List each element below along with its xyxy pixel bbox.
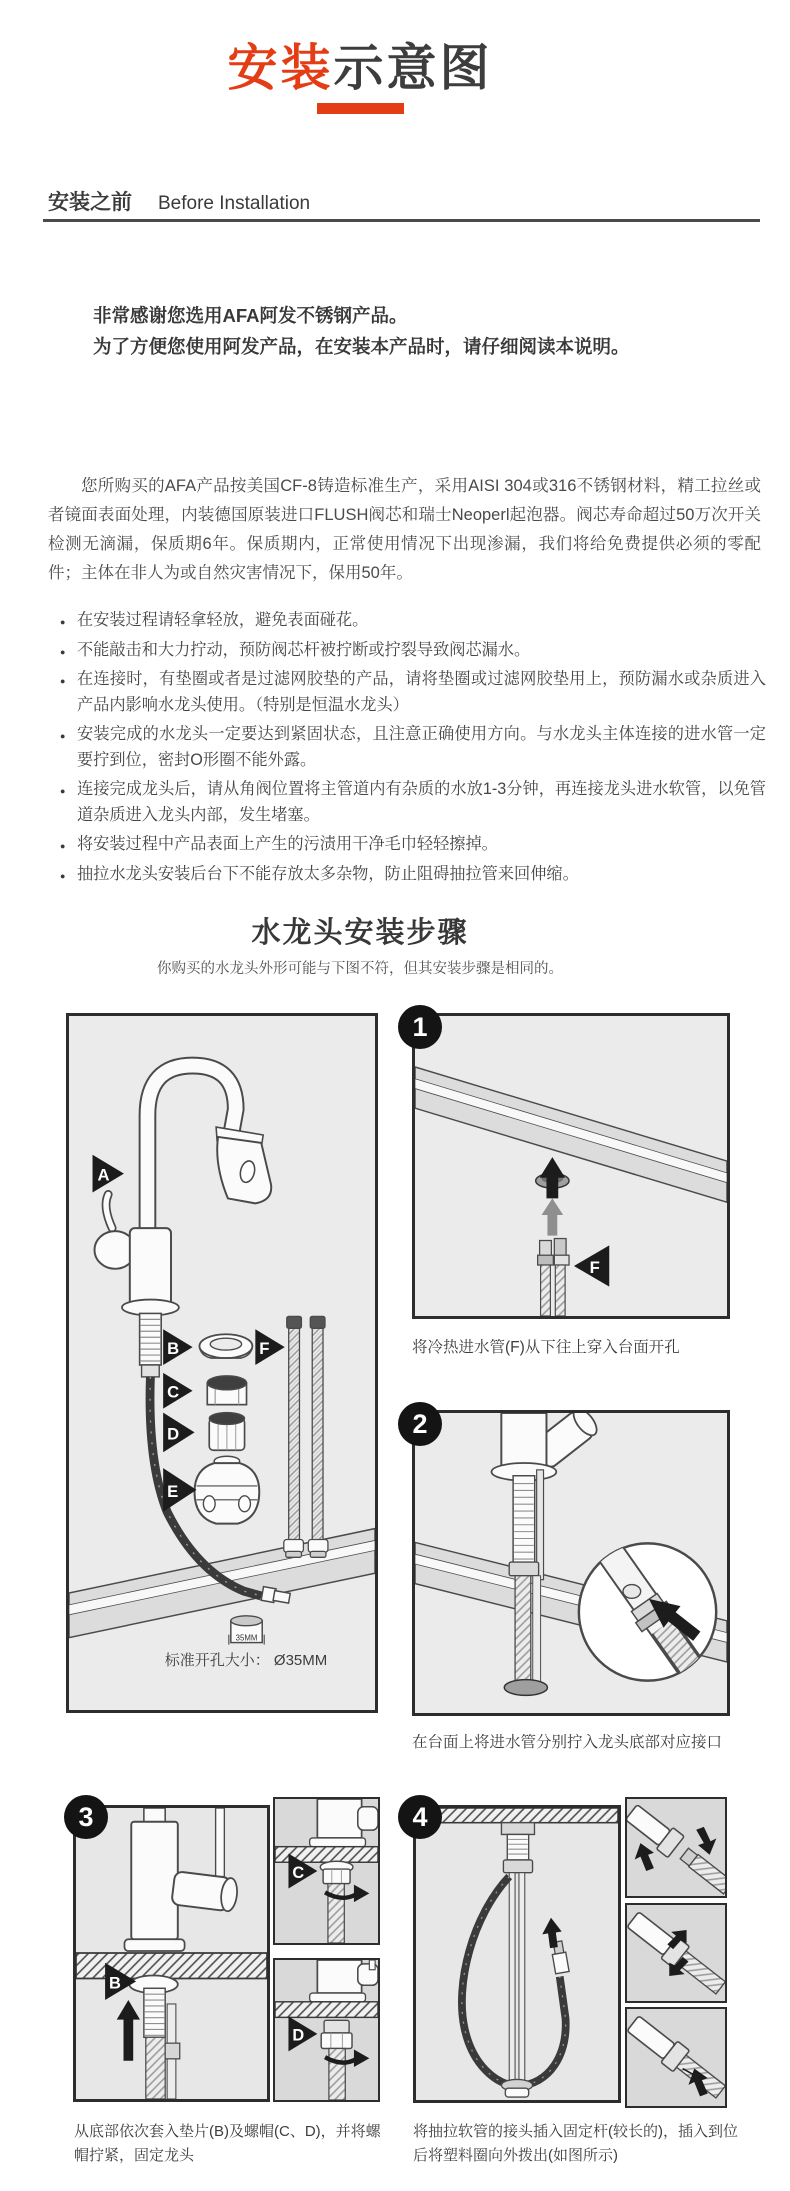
bullet-item: ● 在安装过程请轻拿轻放，避免表面碰花。 bbox=[60, 608, 766, 634]
page-title-rest: 示意图 bbox=[333, 40, 493, 96]
bullet-item: ● 将安装过程中产品表面上产生的污渍用干净毛巾轻轻擦掉。 bbox=[60, 832, 766, 858]
bullet-item: ● 抽拉水龙头安装后台下不能存放太多杂物，防止阻碍抽拉管来回伸缩。 bbox=[60, 862, 766, 888]
svg-text:F: F bbox=[589, 1257, 600, 1277]
steps-section-subtitle: 你购买的水龙头外形可能与下图不符，但其安装步骤是相同的。 bbox=[157, 961, 563, 977]
intro-line: 非常感谢您选用AFA阿发不锈钢产品。 bbox=[93, 305, 408, 326]
product-description-paragraph: 您所购买的AFA产品按美国CF-8铸造标准生产，采用AISI 304或316不锈钢材料，精工拉丝或者镜面表面处理，内装德国原装进口FLUSH阀芯和瑞士Neoperl起泡器。阀芯寿命超过50万次开关检测无滴漏，保质期6年。保质期内，正常使用情况下出现渗漏，我们将给免费提供必须的零配件；主体在非人为或自然灾害情况下，保用50年。 bbox=[48, 477, 761, 582]
step-2-caption: 在台面上将进水管分别拧入龙头底部对应接口 bbox=[412, 1734, 723, 1751]
step-3-illustration bbox=[76, 1808, 267, 2099]
step-4-caption: 将抽拉软管的接头插入固定杆(较长的)，插入到位后将塑料圈向外拨出(如图所示) bbox=[413, 2123, 738, 2164]
step-2-diagram-panel bbox=[412, 1410, 730, 1716]
svg-text:C: C bbox=[167, 1382, 180, 1402]
section-heading-en: Before Installation bbox=[158, 193, 311, 214]
bullet-item: ● 不能敲击和大力拧动，预防阀芯杆被拧断或拧裂导致阀芯漏水。 bbox=[60, 638, 766, 664]
bullet-item: ● 连接完成龙头后，请从角阀位置将主管道内有杂质的水放1-3分钟，再连接龙头进水软管，以免管道杂质进入龙头内部，发生堵塞。 bbox=[60, 777, 766, 828]
page-title bbox=[0, 28, 720, 100]
svg-text:B: B bbox=[167, 1338, 180, 1359]
step-1-illustration bbox=[415, 1016, 727, 1316]
svg-text:C: C bbox=[292, 1863, 305, 1882]
svg-text:B: B bbox=[108, 1973, 121, 1993]
intro-bold-text bbox=[93, 300, 733, 362]
section-heading-zh: 安装之前 bbox=[48, 191, 132, 214]
step-1-number-badge: 1 bbox=[398, 1005, 442, 1049]
page-title-highlight: 安装 bbox=[227, 40, 334, 96]
hole-gauge-icon bbox=[229, 1616, 264, 1645]
section-heading-before-installation bbox=[48, 186, 310, 216]
intro-line: 为了方便您使用阿发产品，在安装本产品时，请仔细阅读本说明。 bbox=[93, 336, 630, 357]
section-divider bbox=[43, 219, 760, 222]
svg-text:F: F bbox=[259, 1338, 270, 1359]
step-4-detail-panel-1 bbox=[625, 1797, 727, 1898]
bullet-item: ● 安装完成的水龙头一定要达到紧固状态，且注意正确使用方向。与水龙头主体连接的进水管一定要拧到位，密封O形圈不能外露。 bbox=[60, 722, 766, 773]
steps-section-heading: 水龙头安装步骤 bbox=[251, 917, 469, 949]
installation-notes-list bbox=[60, 608, 766, 891]
faucet-parts-diagram-panel bbox=[66, 1013, 378, 1713]
step-1-diagram-panel bbox=[412, 1013, 730, 1319]
step-4-number-badge: 4 bbox=[398, 1795, 442, 1839]
step-3-detail-C-illustration bbox=[275, 1799, 378, 1943]
step-2-number-badge: 2 bbox=[398, 1402, 442, 1446]
step-4-detail-2-illustration bbox=[627, 1905, 725, 2001]
step-4-illustration bbox=[416, 1808, 618, 2100]
step-4-detail-1-illustration bbox=[627, 1799, 725, 1896]
svg-text:D: D bbox=[167, 1424, 180, 1444]
step-3-detail-D-illustration bbox=[275, 1960, 378, 2100]
step-3-detail-panel-C bbox=[273, 1797, 380, 1945]
svg-text:A: A bbox=[97, 1165, 110, 1185]
step-3-main-diagram-panel bbox=[73, 1805, 270, 2102]
step-2-illustration bbox=[415, 1413, 727, 1713]
step-1-caption: 将冷热进水管(F)从下往上穿入台面开孔 bbox=[412, 1339, 680, 1356]
bullet-item: ● 在连接时，有垫圈或者是过滤网胶垫的产品，请将垫圈或过滤网胶垫用上，预防漏水或杂质进入产品内影响水龙头使用。（特别是恒温水龙头） bbox=[60, 667, 766, 718]
step-4-detail-panel-3 bbox=[625, 2007, 727, 2108]
svg-text:35MM: 35MM bbox=[235, 1633, 258, 1643]
step-4-detail-3-illustration bbox=[627, 2009, 725, 2106]
title-underline-bar bbox=[317, 103, 404, 114]
step-3-caption: 从底部依次套入垫片(B)及螺帽(C、D)，并将螺帽拧紧，固定龙头 bbox=[74, 2123, 381, 2164]
hole-size-caption: 标准开孔大小： Ø35MM bbox=[164, 1652, 328, 1669]
step-4-main-diagram-panel bbox=[413, 1805, 621, 2103]
svg-text:D: D bbox=[292, 2026, 305, 2045]
svg-text:E: E bbox=[167, 1481, 179, 1501]
step-4-detail-panel-2 bbox=[625, 1903, 727, 2003]
step-3-detail-panel-D bbox=[273, 1958, 380, 2102]
step-3-number-badge: 3 bbox=[64, 1795, 108, 1839]
faucet-parts-illustration bbox=[69, 1016, 375, 1710]
